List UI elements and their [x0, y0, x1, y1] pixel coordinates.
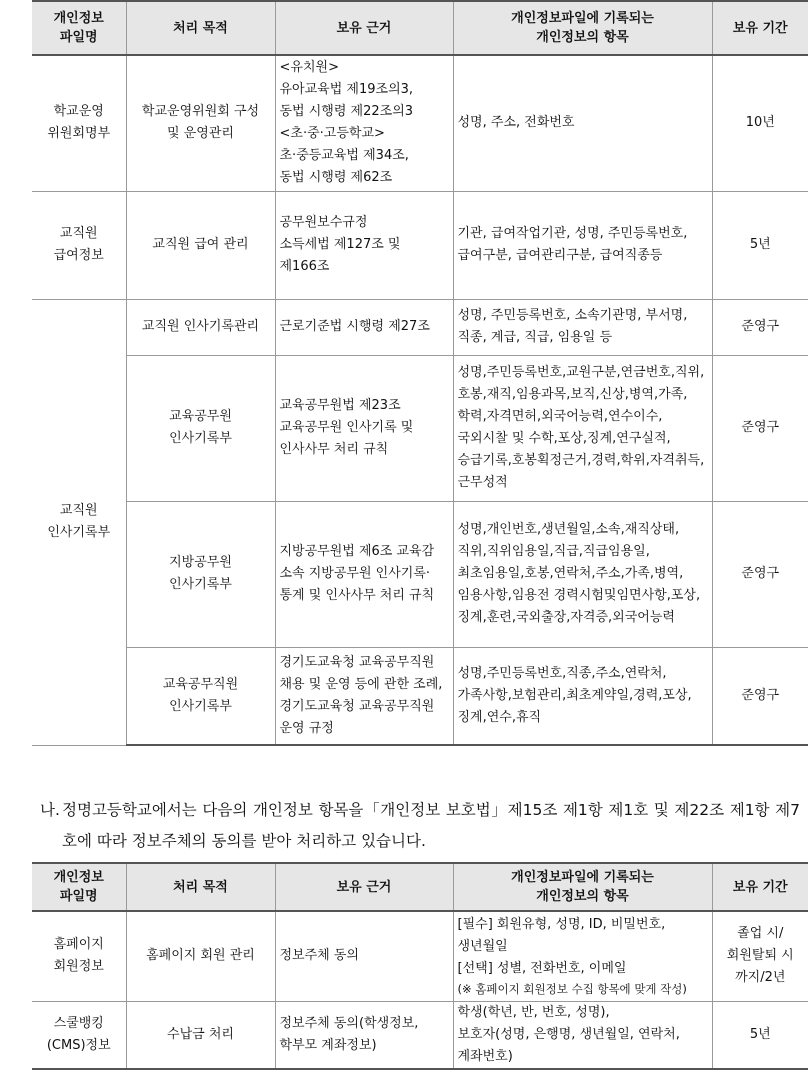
period-cell: 10년	[712, 55, 808, 191]
purpose-cell: 학교운영위원회 구성 및 운영관리	[126, 55, 275, 191]
items-cell	[453, 911, 712, 1001]
period-cell: 5년	[712, 1001, 808, 1069]
purpose-cell: 교직원 인사기록관리	[126, 299, 275, 355]
period-cell: 준영구	[712, 501, 808, 647]
header-basis: 보유 근거	[275, 863, 453, 911]
period-cell: 졸업 시/ 회원탈퇴 시 까지/2년	[712, 911, 808, 1001]
items-cell: 성명,주민등록번호,직종,주소,연락처,가족사항,보험관리,최초계약일,경력,포상,징계,연수,휴직	[453, 647, 712, 745]
items-cell: 기관, 급여작업기관, 성명, 주민등록번호, 급여구분, 급여관리구분, 급여직종등	[453, 191, 712, 299]
items-cell: 학생(학년, 반, 번호, 성명), 보호자(성명, 은행명, 생년월일, 연락처, 계좌번호)	[453, 1001, 712, 1069]
items-cell: 성명, 주민등록번호, 소속기관명, 부서명, 직종, 계급, 직급, 임용일 등	[453, 299, 712, 355]
header-items: 개인정보파일에 기록되는 개인정보의 항목	[453, 863, 712, 911]
header-file-name: 개인정보 파일명	[32, 1, 126, 55]
table-row	[32, 299, 808, 355]
basis-cell: 정보주체 동의	[275, 911, 453, 1001]
purpose-cell: 홈페이지 회원 관리	[126, 911, 275, 1001]
period-cell: 5년	[712, 191, 808, 299]
table-header-row	[32, 863, 808, 911]
period-cell: 준영구	[712, 647, 808, 745]
file-name-cell: 학교운영 위원회명부	[32, 55, 126, 191]
required-items: [필수] 회원유형, 성명, ID, 비밀번호, 생년월일	[457, 917, 666, 955]
purpose-cell: 교육공무직원 인사기록부	[126, 647, 275, 745]
basis-cell: 정보주체 동의(학생정보, 학부모 계좌정보)	[275, 1001, 453, 1069]
items-note: (※ 홈페이지 회원정보 수집 항목에 맞게 작성)	[457, 982, 687, 997]
purpose-cell: 교직원 급여 관리	[126, 191, 275, 299]
file-name-cell: 홈페이지 회원정보	[32, 911, 126, 1001]
table-row	[32, 55, 808, 191]
items-cell: 성명,주민등록번호,교원구분,연금번호,직위,호봉,재직,임용과목,보직,신상,병역,가족,학력,자격면허,외국어능력,연수이수,국외시찰 및 수학,포상,징계,연구실적,승급기록,호봉획정근거,경력,학위,자격취득,근무성적	[453, 355, 712, 501]
file-name-cell: 교직원 인사기록부	[32, 299, 126, 745]
table-row	[32, 1001, 808, 1069]
basis-cell: 경기도교육청 교육공무직원 채용 및 운영 등에 관한 조례, 경기도교육청 교육공무직원 운영 규정	[275, 647, 453, 745]
purpose-cell: 교육공무원 인사기록부	[126, 355, 275, 501]
items-cell: 성명, 주소, 전화번호	[453, 55, 712, 191]
basis-cell: 지방공무원법 제6조 교육감 소속 지방공무원 인사기록·통계 및 인사사무 처리 규칙	[275, 501, 453, 647]
table-row	[32, 911, 808, 1001]
consent-paragraph	[40, 795, 800, 857]
basis-cell: 교육공무원법 제23조 교육공무원 인사기록 및 인사사무 처리 규칙	[275, 355, 453, 501]
header-items: 개인정보파일에 기록되는 개인정보의 항목	[453, 1, 712, 55]
period-cell: 준영구	[712, 355, 808, 501]
header-purpose: 처리 목적	[126, 863, 275, 911]
paragraph-text: 정명고등학교에서는 다음의 개인정보 항목을「개인정보 보호법」제15조 제1항 제1호 및 제22조 제1항 제7호에 따라 정보주체의 동의를 받아 처리하고 있습니다.	[62, 801, 800, 850]
table-header-row	[32, 1, 808, 55]
header-file-name: 개인정보 파일명	[32, 863, 126, 911]
table-row	[32, 501, 808, 647]
items-cell: 성명,개인번호,생년월일,소속,재직상태,직위,직위임용일,직급,직급임용일,최초임용일,호봉,연락처,주소,가족,병역,임용사항,임용전 경력시험및임면사항,포상,징계,훈련,국외출장,자격증,외국어능력	[453, 501, 712, 647]
retention-table-1	[32, 0, 808, 746]
header-basis: 보유 근거	[275, 1, 453, 55]
basis-cell: 근로기준법 시행령 제27조	[275, 299, 453, 355]
basis-cell: <유치원> 유아교육법 제19조의3, 동법 시행령 제22조의3 <초·중·고등학교> 초·중등교육법 제34조, 동법 시행령 제62조	[275, 55, 453, 191]
file-name-cell: 스쿨뱅킹 (CMS)정보	[32, 1001, 126, 1069]
optional-items: [선택] 성별, 전화번호, 이메일	[457, 961, 627, 977]
period-cell: 준영구	[712, 299, 808, 355]
retention-table-2	[32, 862, 808, 1070]
table-row	[32, 191, 808, 299]
table-row	[32, 355, 808, 501]
file-name-cell: 교직원 급여정보	[32, 191, 126, 299]
purpose-cell: 지방공무원 인사기록부	[126, 501, 275, 647]
header-purpose: 처리 목적	[126, 1, 275, 55]
purpose-cell: 수납금 처리	[126, 1001, 275, 1069]
list-marker: 나.	[40, 801, 60, 819]
header-period: 보유 기간	[712, 863, 808, 911]
table-row	[32, 647, 808, 745]
header-period: 보유 기간	[712, 1, 808, 55]
basis-cell: 공무원보수규정 소득세법 제127조 및 제166조	[275, 191, 453, 299]
